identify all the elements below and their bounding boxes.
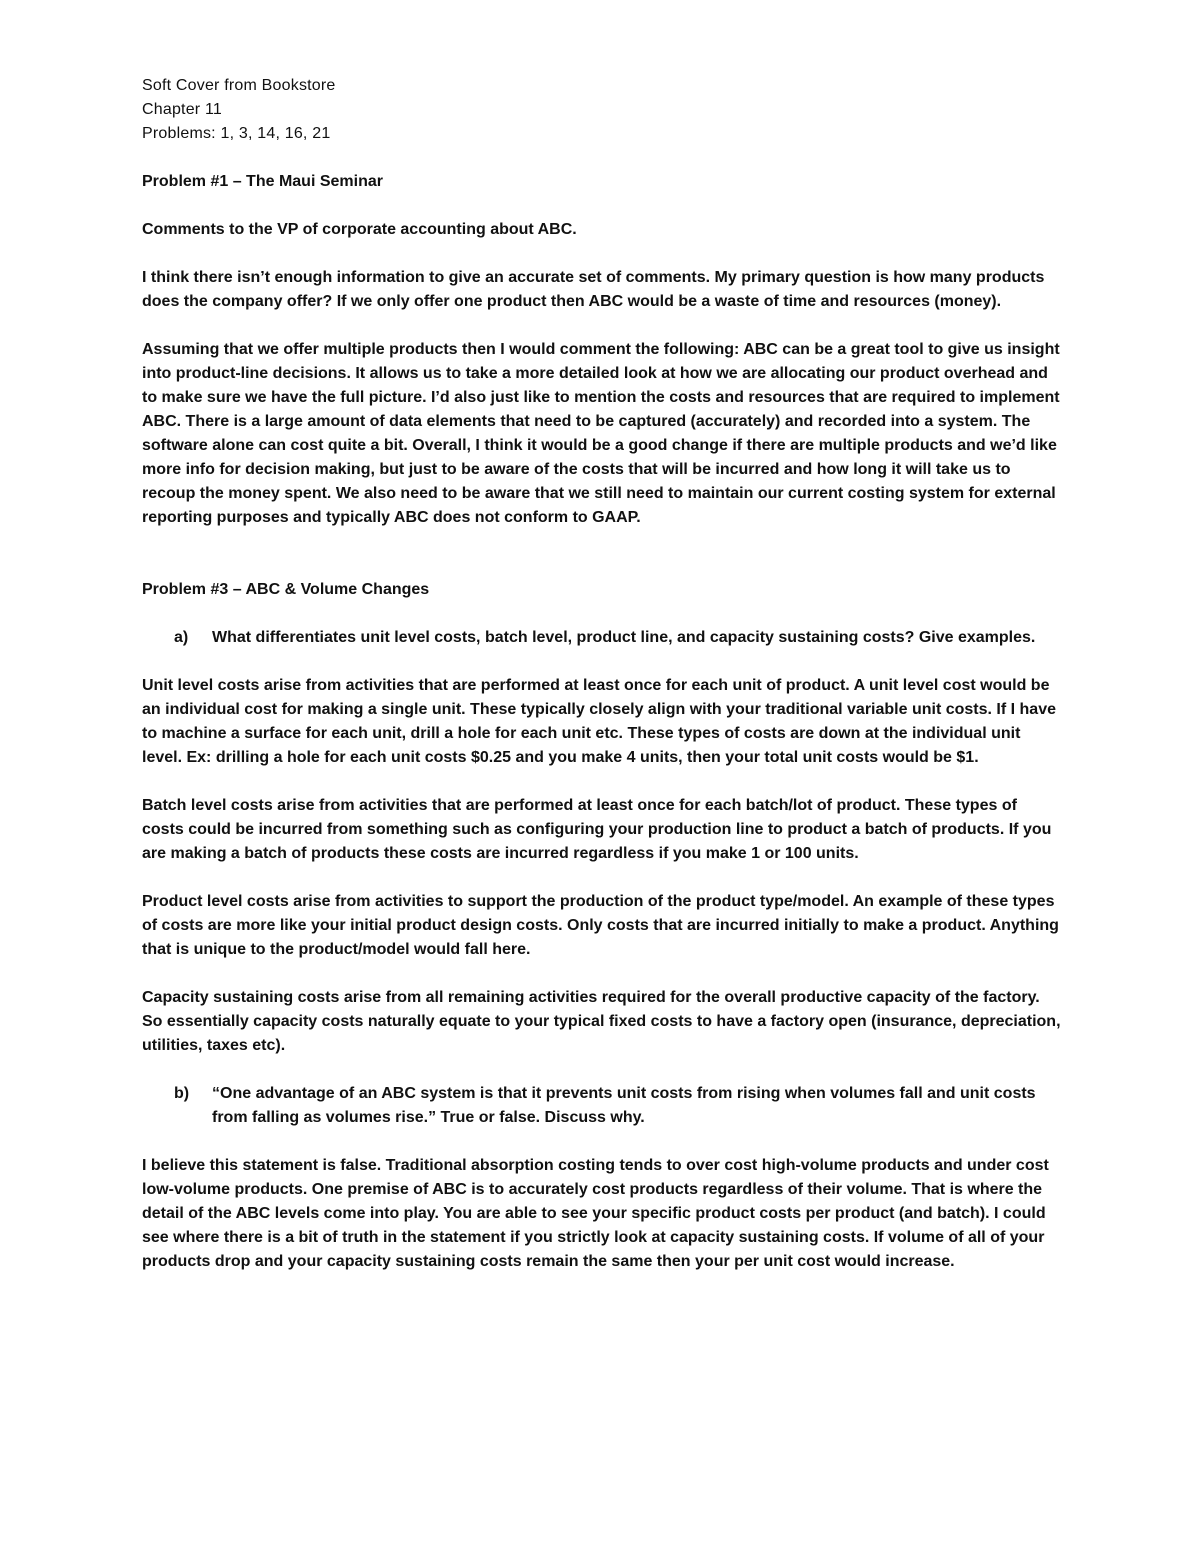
problem3-para-capacity: Capacity sustaining costs arise from all remaining activities required for the overall productive capacity of the factory. So essentially capacity costs naturally equate to your typical fixed costs to have a factory open (insurance, depreciation, utilities, taxes etc). [142, 989, 1061, 1054]
problem3-title: Problem #3 – ABC & Volume Changes [142, 581, 430, 598]
problem3-item-a [174, 626, 1062, 650]
item-b-text: “One advantage of an ABC system is that it prevents unit costs from rising when volumes fall and unit costs from falling as volumes rise.” True or false. Discuss why. [212, 1085, 1036, 1126]
item-a-marker: a) [174, 629, 189, 646]
spacer [142, 146, 1062, 170]
spacer [142, 530, 1062, 578]
header-line-1: Soft Cover from Bookstore [142, 77, 336, 94]
spacer [142, 866, 1062, 890]
problem3-para-product: Product level costs arise from activities to support the production of the product type/model. An example of these types of costs are more like your initial product design costs. Only costs that are incurred initially to make a product. Anything that is unique to the product/model would fall here. [142, 893, 1059, 958]
problem3-para-unit: Unit level costs arise from activities that are performed at least once for each unit of product. A unit level cost would be an individual cost for making a single unit. These typically closely align with your traditional variable unit costs. If I have to machine a surface for each unit, drill a hole for each unit etc. These types of costs are down at the individual unit level. Ex: drilling a hole for each unit costs $0.25 and you make 4 units, then your total unit costs would be $1. [142, 677, 1056, 766]
spacer [142, 242, 1062, 266]
problem1-para1: I think there isn’t enough information to give an accurate set of comments. My primary question is how many products does the company offer? If we only offer one product then ABC would be a waste of time and resources (money). [142, 269, 1045, 310]
problem1-subtitle: Comments to the VP of corporate accounting about ABC. [142, 221, 577, 238]
spacer [142, 194, 1062, 218]
problem3-para-batch: Batch level costs arise from activities that are performed at least once for each batch/lot of product. These types of costs could be incurred from something such as configuring your production line to product a batch of products. If you are making a batch of products these costs are incurred regardless if you make 1 or 100 units. [142, 797, 1052, 862]
spacer [142, 962, 1062, 986]
spacer [142, 1130, 1062, 1154]
problem1-title: Problem #1 – The Maui Seminar [142, 173, 383, 190]
item-b-marker: b) [174, 1085, 190, 1102]
spacer [142, 1058, 1062, 1082]
problem1-para2: Assuming that we offer multiple products then I would comment the following: ABC can be a great tool to give us insight into product-line decisions. It allows us to take a more detailed look at how we are allocating our product overhead and to make sure we have the full picture. I’d also just like to mention the costs and resources that are required to implement ABC. There is a large amount of data elements that need to be captured (accurately) and recorded into a system. The software alone can cost quite a bit. Overall, I think it would be a good change if there are multiple products and we’d like more info for decision making, but just to be aware of the costs that will be incurred and how long it will take us to recoup the money spent. We also need to be aware that we still need to maintain our current costing system for external reporting purposes and typically ABC does not conform to GAAP. [142, 341, 1060, 526]
spacer [142, 770, 1062, 794]
spacer [142, 650, 1062, 674]
problem3-item-b [174, 1082, 1062, 1130]
problem3-para-answer: I believe this statement is false. Traditional absorption costing tends to over cost high-volume products and under cost low-volume products. One premise of ABC is to accurately cost products regardless of their volume. That is where the detail of the ABC levels come into play. You are able to see your specific product costs per product (and batch). I could see where there is a bit of truth in the statement if you strictly look at capacity sustaining costs. If volume of all of your products drop and your capacity sustaining costs remain the same then your per unit cost would increase. [142, 1157, 1049, 1270]
item-a-text: What differentiates unit level costs, batch level, product line, and capacity sustaining costs? Give examples. [212, 629, 1036, 646]
header-line-2: Chapter 11 [142, 101, 222, 118]
spacer [142, 602, 1062, 626]
header-line-3: Problems: 1, 3, 14, 16, 21 [142, 125, 331, 142]
spacer [142, 314, 1062, 338]
document-page [142, 74, 1062, 1274]
